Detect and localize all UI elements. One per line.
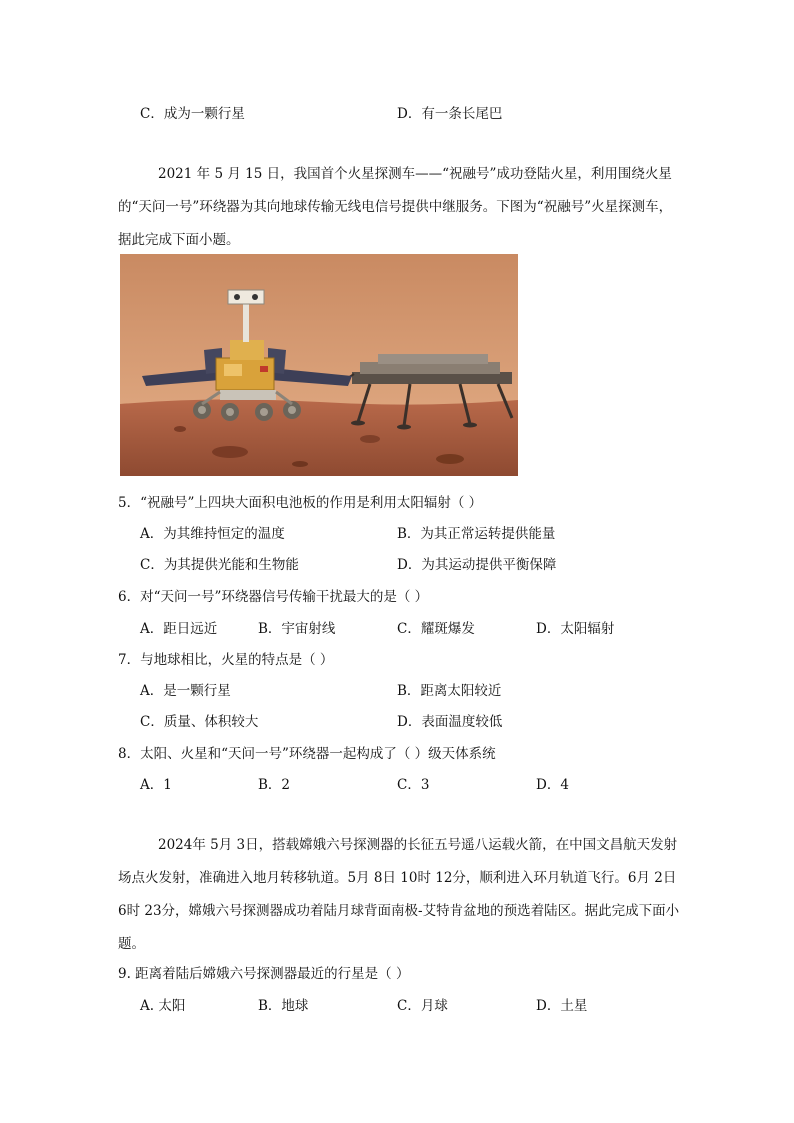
question-8-option-d: D．4 xyxy=(536,777,569,793)
question-6-option-a: A．距日远近 xyxy=(140,621,218,637)
question-9-option-b: B．地球 xyxy=(258,998,309,1014)
question-7-option-d: D．表面温度较低 xyxy=(397,714,503,730)
question-7-stem: 7．与地球相比，火星的特点是（ ） xyxy=(118,652,334,668)
question-9-option-d: D．土星 xyxy=(536,998,588,1014)
passage-zhurong: 2021 年 5 月 15 日，我国首个火星探测车——“祝融号”成功登陆火星，利用围绕火星的“天问一号”环绕器为其向地球传输无线电信号提供中继服务。下图为“祝融号”火星探测车，据此完成下面小题。 xyxy=(118,166,673,248)
question-8-option-a: A．1 xyxy=(140,777,172,793)
question-7-option-a: A．是一颗行星 xyxy=(140,683,231,699)
mars-rover-photo xyxy=(120,254,518,476)
question-8-stem: 8．太阳、火星和“天问一号”环绕器一起构成了（ ）级天体系统 xyxy=(118,746,496,762)
question-5-stem: 5．“祝融号”上四块大面积电池板的作用是利用太阳辐射（ ） xyxy=(118,495,483,511)
question-7-option-b: B．距离太阳较近 xyxy=(397,683,502,699)
question-6-option-c: C．耀斑爆发 xyxy=(397,621,475,637)
question-5-option-a: A．为其维持恒定的温度 xyxy=(140,526,285,542)
question-6-option-b: B．宇宙射线 xyxy=(258,621,336,637)
question-9-stem: 9. 距离着陆后嫦娥六号探测器最近的行星是（ ） xyxy=(118,966,410,982)
question-8-option-b: B．2 xyxy=(258,777,291,793)
question-5-option-d: D．为其运动提供平衡保障 xyxy=(397,557,557,573)
question-8-option-c: C．3 xyxy=(397,777,430,793)
question-7-option-c: C．质量、体积较大 xyxy=(140,714,259,730)
question-5-option-b: B．为其正常运转提供能量 xyxy=(397,526,556,542)
passage-change6: 2024年 5月 3日，搭载嫦娥六号探测器的长征五号遥八运载火箭，在中国文昌航天发射场点火发射，准确进入地月转移轨道。5月 8日 10时 12分，顺利进入环月轨道飞行。6月 2日 6时 23分，嫦娥六号探测器成功着陆月球背面南极-艾特肯盆地的预选着陆区。据此完成下面小题。 xyxy=(118,837,680,952)
question-6-option-d: D．太阳辐射 xyxy=(536,621,615,637)
question-5-option-c: C．为其提供光能和生物能 xyxy=(140,557,299,573)
prev-option-c: C．成为一颗行星 xyxy=(140,106,245,122)
prev-option-d: D．有一条长尾巴 xyxy=(397,106,503,122)
question-9-option-a: A. 太阳 xyxy=(140,998,186,1014)
question-6-stem: 6．对“天问一号”环绕器信号传输干扰最大的是（ ） xyxy=(118,589,429,605)
question-9-option-c: C．月球 xyxy=(397,998,448,1014)
